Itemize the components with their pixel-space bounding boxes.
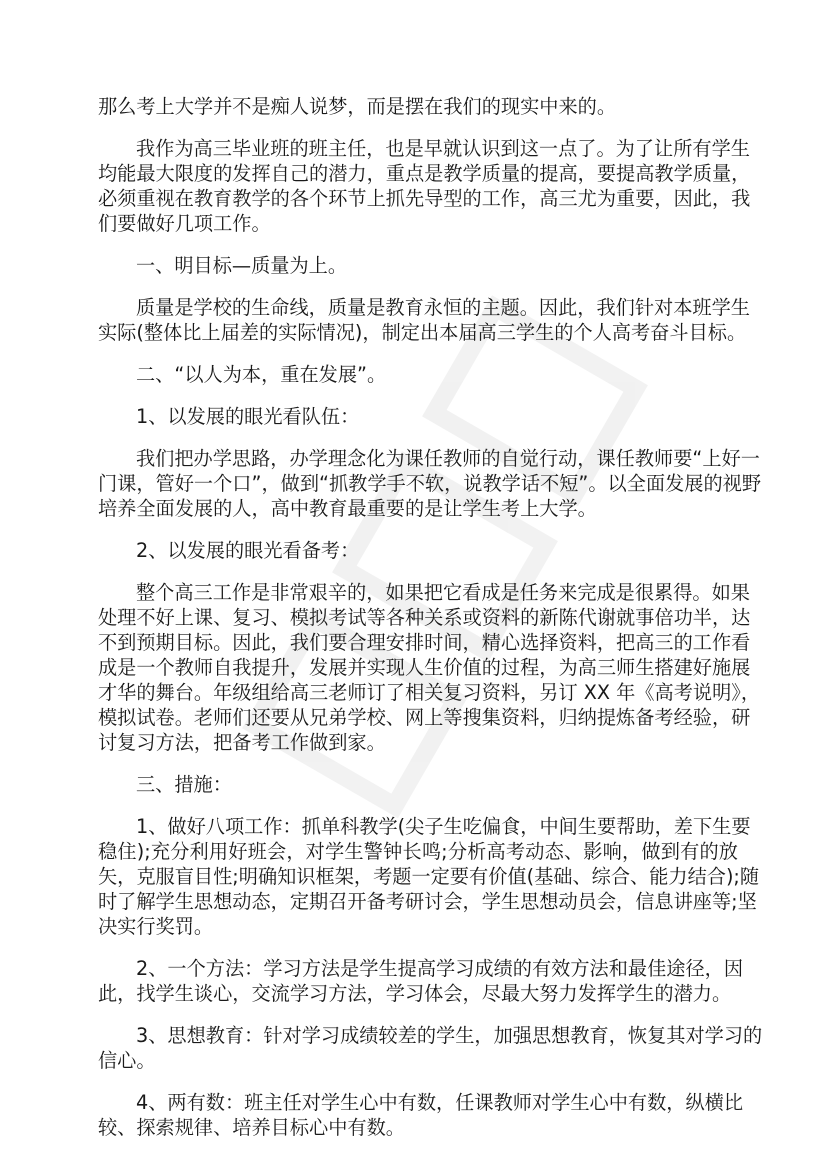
text-line: 成是一个教师自我提升，发展并实现人生价值的过程，为高三师生搭建好施展 xyxy=(98,656,751,679)
text-line: 较、探索规律、培养目标心中有数。 xyxy=(98,1116,405,1139)
paragraph xyxy=(98,538,738,563)
text-line: 稳住);充分利用好班会，对学生警钟长鸣;分析高考动态、影响，做到有的放 xyxy=(98,840,738,863)
text-line: 均能最大限度的发挥自己的潜力，重点是教学质量的提高，要提高教学质量， xyxy=(98,162,751,185)
paragraph xyxy=(98,956,744,1006)
text-line: 1、做好八项工作：抓单科教学(尖子生吃偏食，中间生要帮助，差下生要 xyxy=(136,815,751,838)
text-line: 必须重视在教育教学的各个环节上抓先导型的工作，高三尤为重要，因此，我 xyxy=(98,187,751,210)
text-line: 实际(整体比上届差的实际情况)，制定出本届高三学生的个人高考奋斗目标。 xyxy=(98,321,747,344)
text-line: 门课，管好一个口”，做到“抓教学手不软，说教学话不短”。以全面发展的视野 xyxy=(98,472,762,495)
text-line: 讨复习方法，把备考工作做到家。 xyxy=(98,731,386,754)
text-line: 模拟试卷。老师们还要从兄弟学校、网上等搜集资料，归纳提炼备考经验，研 xyxy=(98,706,751,729)
paragraph xyxy=(98,136,751,236)
text-line: 信心。 xyxy=(98,1049,156,1072)
text-line: 整个高三工作是非常艰辛的，如果把它看成是任务来完成是很累得。如果 xyxy=(136,581,750,604)
text-line: 2、一个方法：学习方法是学生提高学习成绩的有效方法和最佳途径，因 xyxy=(136,957,744,980)
text-line: 决实行奖罚。 xyxy=(98,915,214,938)
text-line: 我作为高三毕业班的班主任，也是早就认识到这一点了。为了让所有学生 xyxy=(136,137,750,160)
text-line: 一、明目标—质量为上。 xyxy=(136,254,348,277)
text-line: 质量是学校的生命线，质量是教育永恒的主题。因此，我们针对本班学生 xyxy=(136,296,750,319)
text-line: 培养全面发展的人，高中教育最重要的是让学生考上大学。 xyxy=(98,497,597,520)
paragraph xyxy=(98,94,738,119)
paragraph xyxy=(98,1023,763,1073)
text-line: 三、措施： xyxy=(136,773,232,796)
paragraph xyxy=(98,772,738,797)
text-line: 1、以发展的眼光看队伍： xyxy=(136,405,360,428)
text-line: 2、以发展的眼光看备考： xyxy=(136,539,360,562)
text-line: 3、思想教育：针对学习成绩较差的学生，加强思想教育，恢复其对学习的 xyxy=(136,1024,763,1047)
text-line: 此，找学生谈心，交流学习方法，学习体会，尽最大努力发挥学生的潜力。 xyxy=(98,982,732,1005)
paragraph xyxy=(98,362,738,387)
paragraph xyxy=(98,253,738,278)
text-line: 那么考上大学并不是痴人说梦，而是摆在我们的现实中来的。 xyxy=(98,95,617,118)
text-line: 时了解学生思想动态，定期召开备考研讨会，学生思想动员会，信息讲座等;坚 xyxy=(98,890,757,913)
paragraph xyxy=(98,295,750,345)
paragraph xyxy=(98,446,762,521)
paragraph xyxy=(98,1090,744,1140)
text-line: 处理不好上课、复习、模拟考试等各种关系或资料的新陈代谢就事倍功半，达 xyxy=(98,606,751,629)
text-line: 们要做好几项工作。 xyxy=(98,212,271,235)
text-line: 不到预期目标。因此，我们要合理安排时间，精心选择资料，把高三的工作看 xyxy=(98,631,751,654)
paragraph xyxy=(98,814,760,939)
text-line: 二、“以人为本，重在发展”。 xyxy=(136,363,387,386)
text-line: 矢，克服盲目性;明确知识框架，考题一定要有价值(基础、综合、能力结合);随 xyxy=(98,865,760,888)
text-line: 我们把办学思路，办学理念化为课任教师的自觉行动，课任教师要“上好一 xyxy=(136,447,760,470)
paragraph xyxy=(98,580,761,755)
document-page xyxy=(98,94,763,1157)
paragraph xyxy=(98,404,738,429)
text-line: 才华的舞台。年级组给高三老师订了相关复习资料，另订 XX 年《高考说明》， xyxy=(98,681,761,704)
text-line: 4、两有数：班主任对学生心中有数，任课教师对学生心中有数，纵横比 xyxy=(136,1091,744,1114)
